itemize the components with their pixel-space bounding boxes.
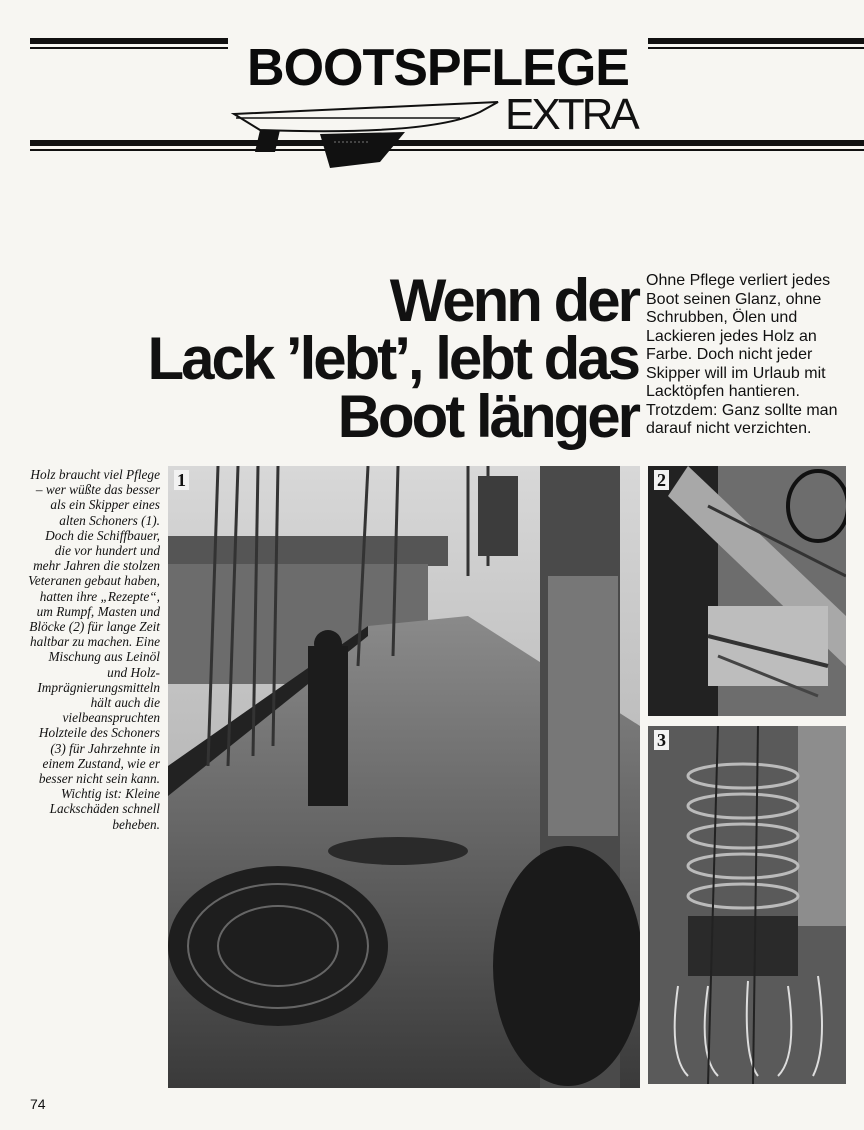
- masthead-title: BOOTSPFLEGE: [228, 38, 648, 98]
- headline-line-2: Lack ’lebt’, lebt das: [147, 325, 638, 392]
- photo-1-number: 1: [174, 470, 189, 490]
- photo-caption: Holz braucht viel Pflege – wer wüßte das besser als ein Skipper eines alten Schoners (1). Doch die Schiffbauer, die vor hundert und mehr Jahren die stolzen Veteranen gebaut haben, hatten ihre „Rezepte“, um Rumpf, Masten und Blöcke (2) für lange Zeit haltbar zu machen. Eine Mischung aus Leinöl und Holz-Imprägnierungsmitteln hält auch die vielbeanspruchten Holzteile des Schoners (3) für Jahrzehnte in einem Zustand, wie er besser nicht sein kann. Wichtig ist: Kleine Lackschäden schnell beheben.: [28, 467, 160, 832]
- article-deck: Ohne Pflege verliert jedes Boot seinen Glanz, ohne Schrubben, Ölen und Lackieren jedes Holz an Farbe. Doch nicht jeder Skipper will im Urlaub mit Lacktöpfen hantieren. Trotzdem: Ganz sollte man darauf nicht verzichten.: [646, 272, 838, 437]
- article-headline: [20, 267, 638, 450]
- photo-2-number: 2: [654, 470, 669, 490]
- page-number: 74: [30, 1096, 46, 1112]
- photo-3-number: 3: [654, 730, 669, 750]
- masthead-subtitle: EXTRA: [505, 90, 637, 139]
- headline-line-1: Wenn der: [389, 267, 638, 334]
- photo-3-mast-base: [648, 726, 846, 1084]
- photo-1-schooner-deck: [168, 466, 640, 1088]
- headline-line-3: Boot länger: [337, 383, 638, 450]
- sailboat-hull-icon: [230, 92, 510, 172]
- photo-2-blocks: [648, 466, 846, 716]
